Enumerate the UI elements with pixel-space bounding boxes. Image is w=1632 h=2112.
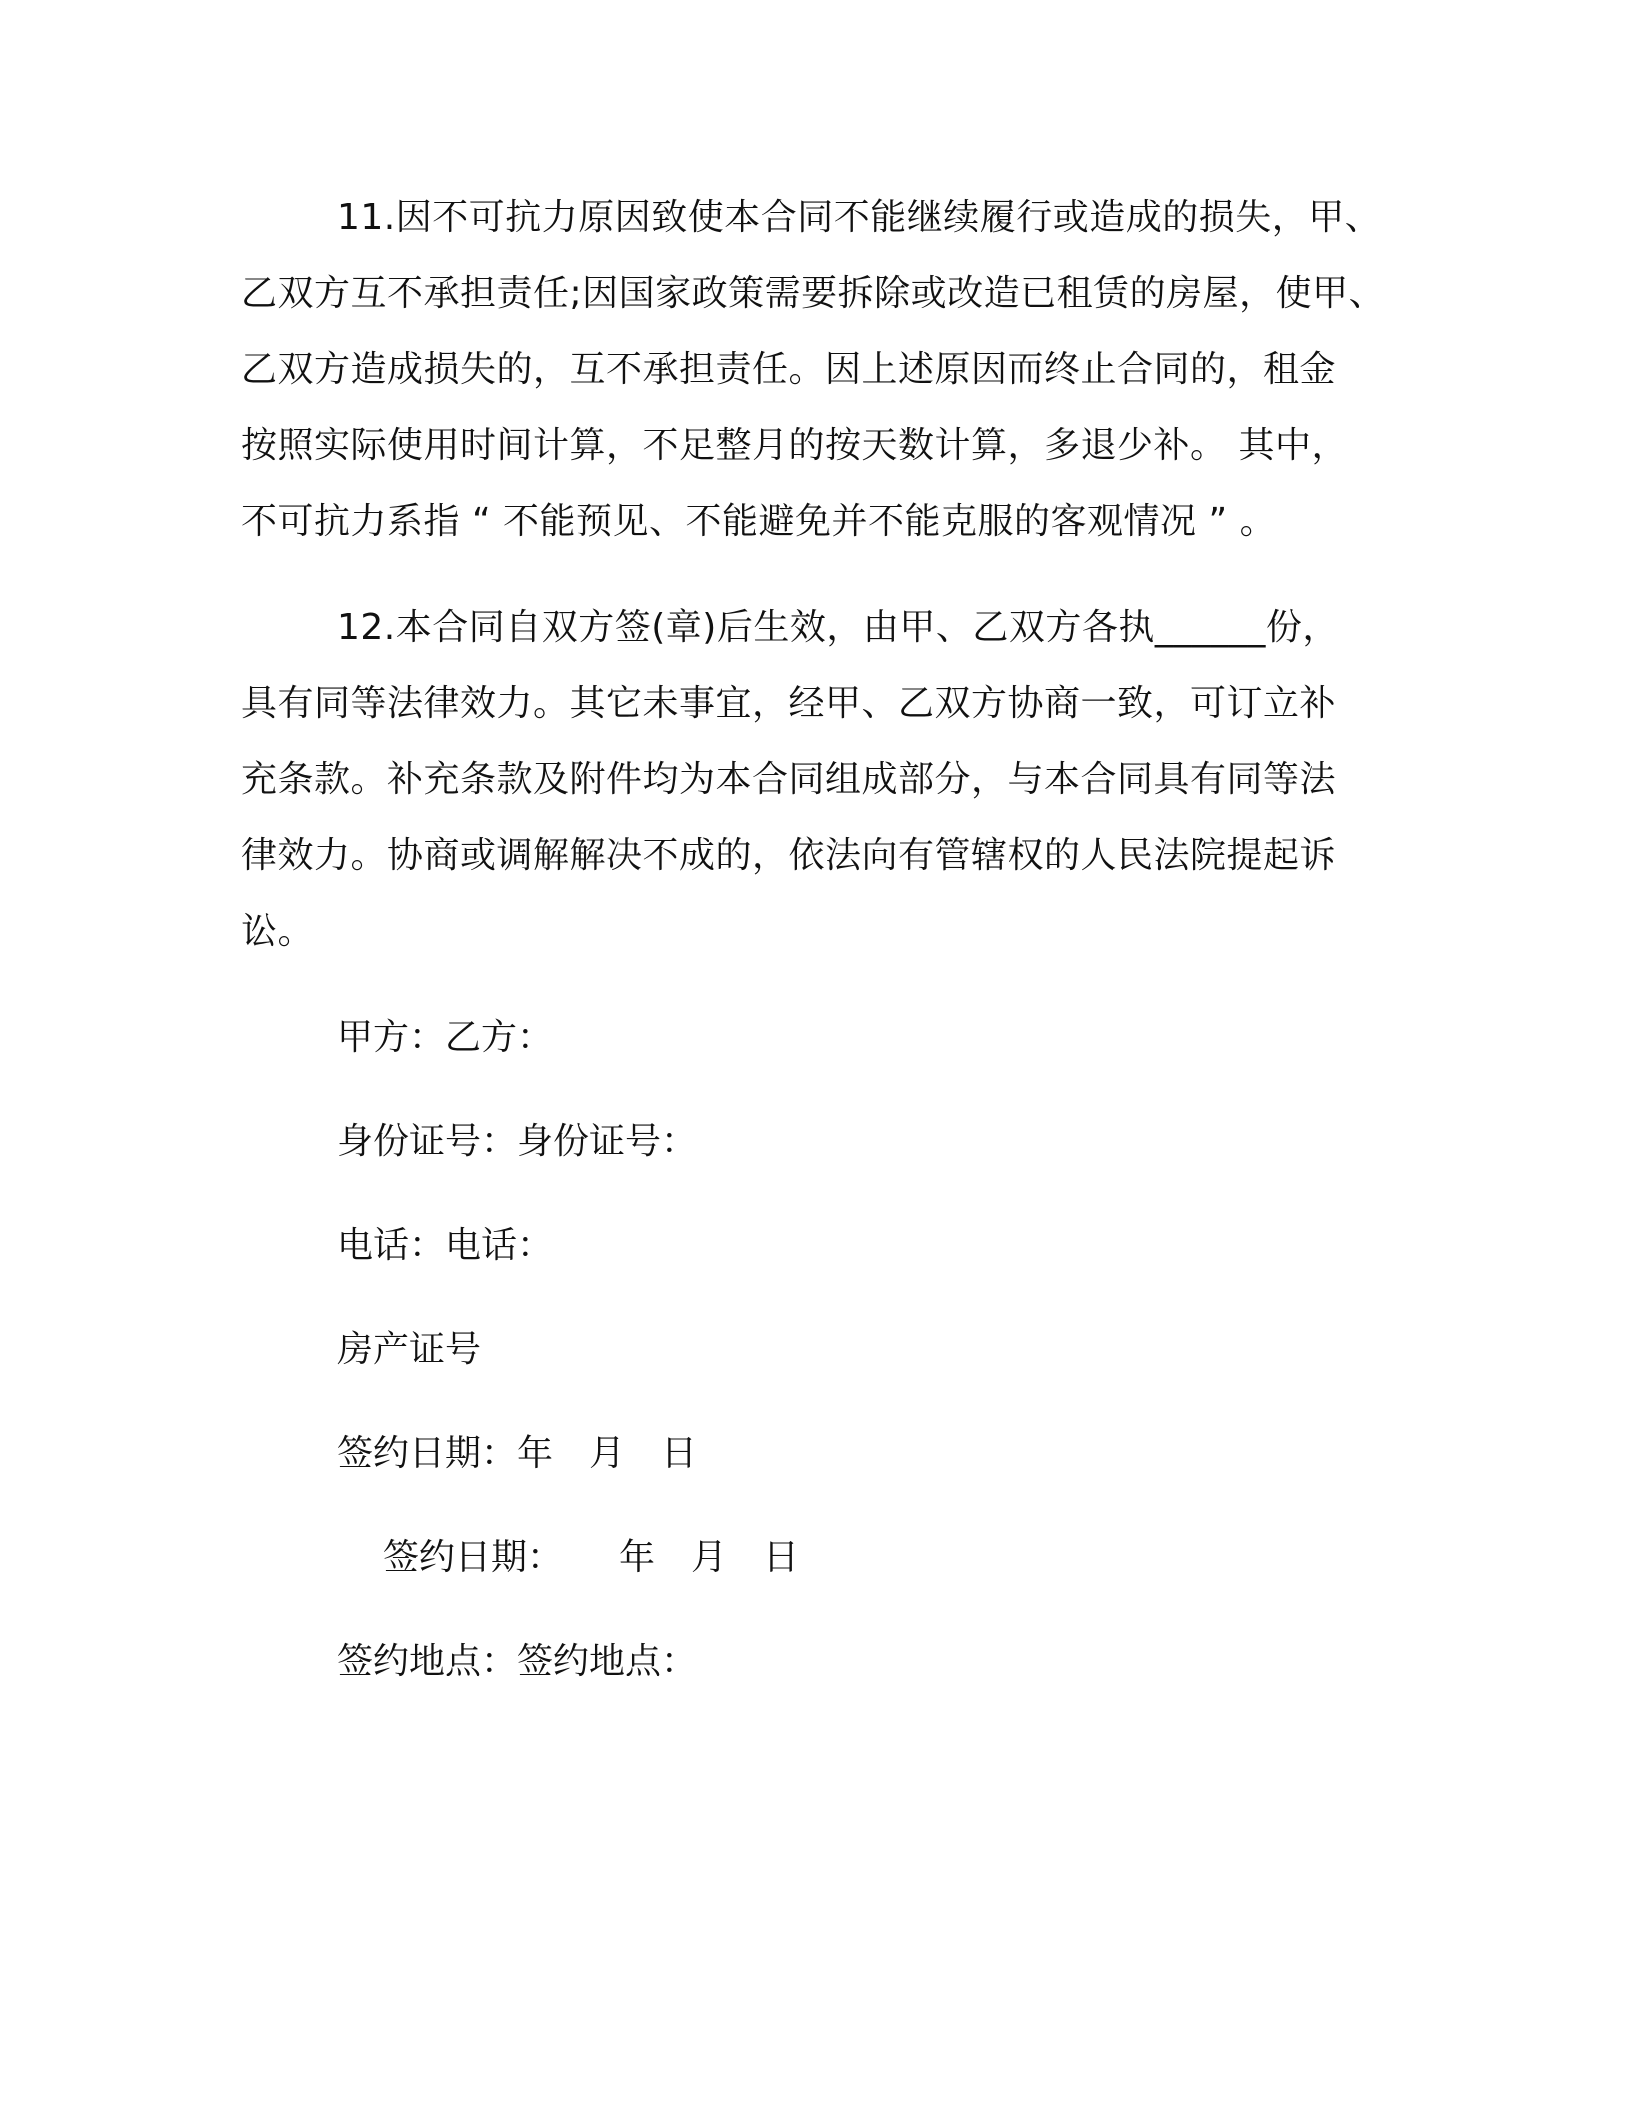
sign-date-label-2: 签约日期： [383, 1537, 564, 1578]
property-cert-label: 房产证号 [337, 1329, 482, 1370]
clause11-line-3: 乙双方造成损失的，互不承担责任。因上述原因而终止合同的，租金 [241, 349, 1337, 390]
clause12-line-5: 讼。 [241, 911, 315, 952]
sign-date-line-1 [337, 1430, 697, 1478]
phone-b-label: 电话： [445, 1225, 554, 1266]
day-2: 日 [763, 1537, 800, 1578]
year-1: 年 [517, 1433, 554, 1474]
party-line [337, 1014, 553, 1062]
clause11-line-1: 11.因不可抗力原因致使本合同不能继续履行或造成的损失，甲、 [337, 197, 1382, 238]
clause12-line-2: 具有同等法律效力。其它未事宜，经甲、乙双方协商一致，可订立补 [241, 683, 1337, 724]
clause12-line-3: 充条款。补充条款及附件均为本合同组成部分，与本合同具有同等法 [241, 759, 1337, 800]
party-a-label: 甲方： [337, 1017, 446, 1058]
id-b-label: 身份证号： [517, 1121, 698, 1162]
sign-place-b-label: 签约地点： [517, 1641, 698, 1682]
phone-a-label: 电话： [337, 1225, 446, 1266]
month-2: 月 [691, 1537, 728, 1578]
year-2: 年 [619, 1537, 656, 1578]
id-number-line [337, 1118, 697, 1166]
month-1: 月 [589, 1433, 626, 1474]
day-1: 日 [661, 1433, 698, 1474]
clause12-line-1: 12.本合同自双方签(章)后生效，由甲、乙双方各执______份， [337, 607, 1339, 648]
clause11-line-2: 乙双方互不承担责任;因国家政策需要拆除或改造已租赁的房屋，使甲、 [241, 273, 1386, 314]
clause11-line-4: 按照实际使用时间计算，不足整月的按天数计算，多退少补。 其中， [241, 425, 1348, 466]
id-a-label: 身份证号： [337, 1121, 518, 1162]
sign-place-line [337, 1638, 697, 1686]
clause11-line-5: 不可抗力系指 “ 不能预见、不能避免并不能克服的客观情况 ” 。 [241, 501, 1277, 542]
sign-date-label-1: 签约日期： [337, 1433, 518, 1474]
clause12-line-4: 律效力。协商或调解解决不成的，依法向有管辖权的人民法院提起诉 [241, 835, 1337, 876]
phone-line [337, 1222, 553, 1270]
party-b-label: 乙方： [445, 1017, 554, 1058]
sign-date-line-2 [383, 1534, 799, 1582]
sign-place-a-label: 签约地点： [337, 1641, 518, 1682]
